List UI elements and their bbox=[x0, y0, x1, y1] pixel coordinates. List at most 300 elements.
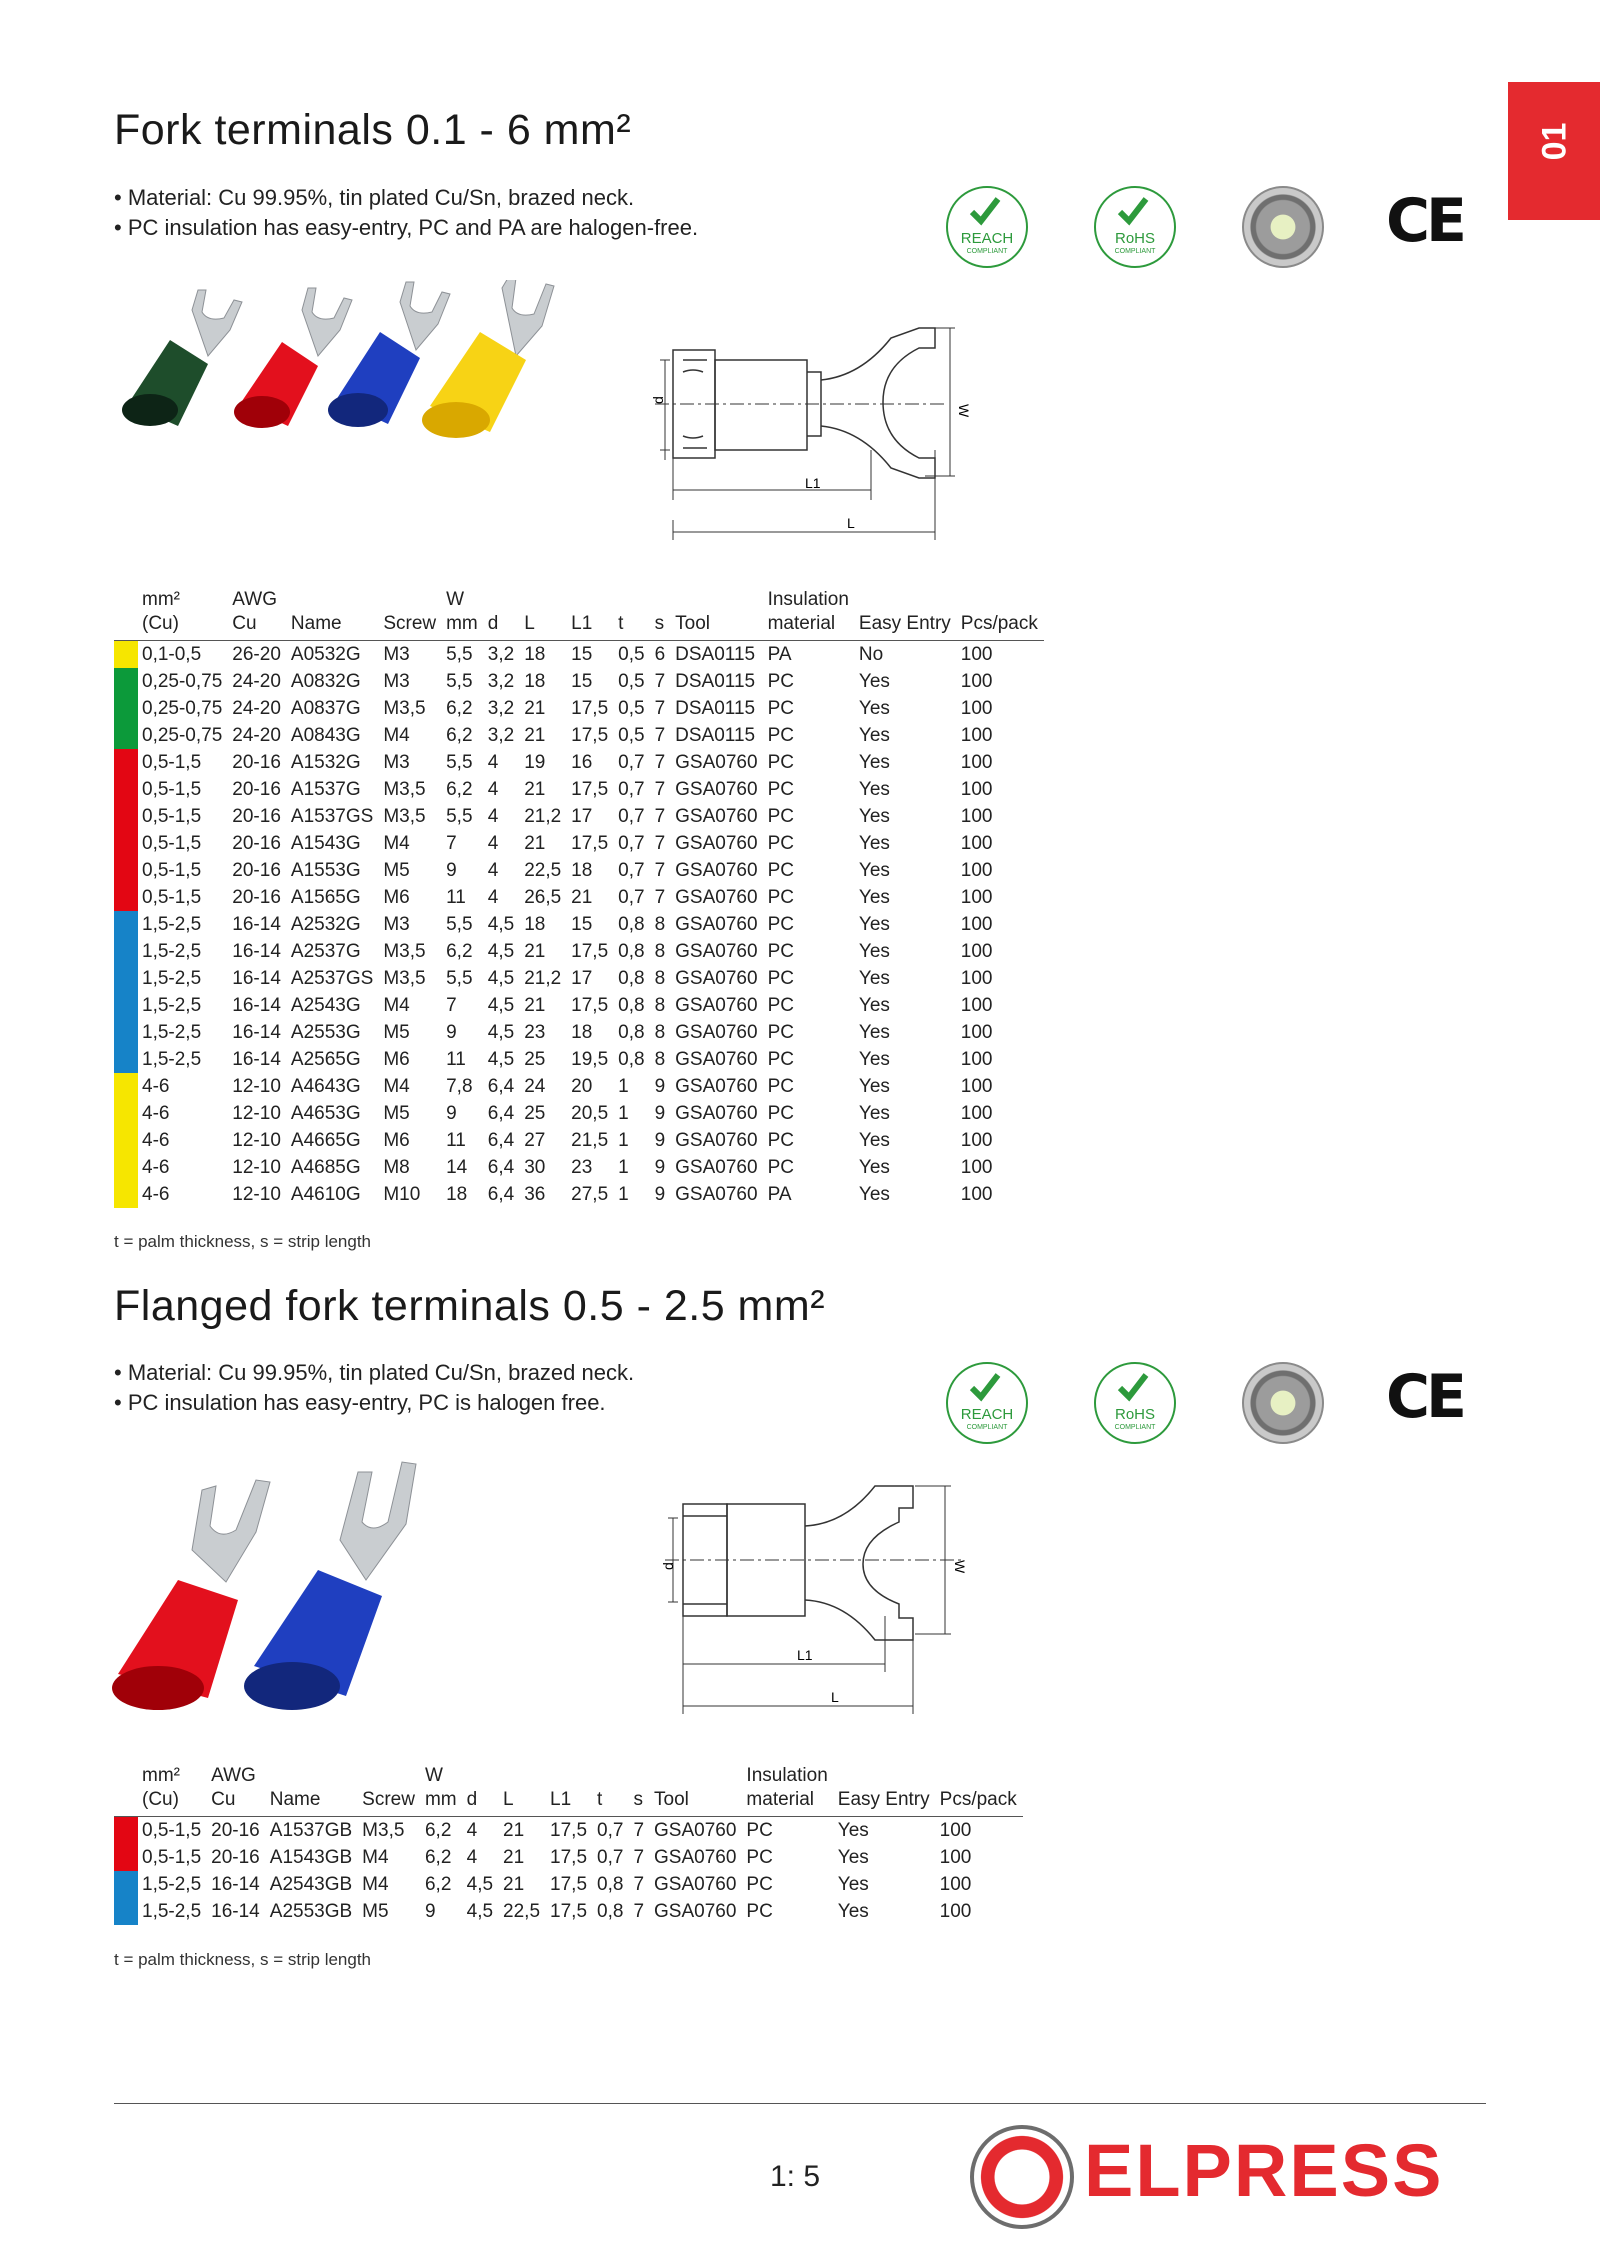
table-cell: 1,5-2,5 bbox=[142, 968, 202, 989]
table-cell: M3,5 bbox=[362, 1820, 405, 1841]
table-cell: 100 bbox=[960, 1157, 993, 1178]
column-header-line2: (Cu) bbox=[142, 613, 179, 634]
table-cell: M5 bbox=[383, 860, 410, 881]
table-cell: Yes bbox=[858, 752, 890, 773]
table-cell: 36 bbox=[524, 1184, 546, 1205]
table-cell: 20-16 bbox=[232, 752, 281, 773]
table-cell: 23 bbox=[524, 1022, 546, 1043]
table-cell: 21 bbox=[524, 941, 546, 962]
table-cell: 6,4 bbox=[487, 1184, 515, 1205]
table-cell: 6,4 bbox=[487, 1076, 515, 1097]
flanged-fork-terminal-drawing bbox=[625, 1480, 1085, 1730]
table-cell: GSA0760 bbox=[654, 1820, 737, 1841]
table-cell: 0,7 bbox=[597, 1847, 624, 1868]
table-cell: 18 bbox=[571, 1022, 593, 1043]
table-cell: M4 bbox=[383, 995, 410, 1016]
table-cell: 0,7 bbox=[597, 1820, 624, 1841]
table-cell: 4-6 bbox=[142, 1130, 170, 1151]
table-cell: 12-10 bbox=[232, 1130, 281, 1151]
table-cell: 5,5 bbox=[446, 914, 473, 935]
table-cell: Yes bbox=[858, 1103, 890, 1124]
table-cell: 12-10 bbox=[232, 1076, 281, 1097]
table-cell: Yes bbox=[858, 725, 890, 746]
reach-sub: COMPLIANT bbox=[966, 1424, 1008, 1431]
table-cell: 0,7 bbox=[618, 806, 645, 827]
table-cell: 0,7 bbox=[618, 833, 645, 854]
column-header-line2: Cu bbox=[211, 1789, 236, 1810]
table-cell: 100 bbox=[939, 1901, 972, 1922]
terminal-blue bbox=[244, 1462, 416, 1710]
table-cell: GSA0760 bbox=[675, 833, 758, 854]
table-row bbox=[114, 803, 1044, 830]
table-cell: 5,5 bbox=[446, 752, 473, 773]
ce-mark-icon: CE bbox=[1386, 186, 1464, 256]
section2-bullet-1: • Material: Cu 99.95%, tin plated Cu/Sn, brazed neck. bbox=[114, 1360, 635, 1385]
table-cell: 1,5-2,5 bbox=[142, 941, 202, 962]
table-cell: GSA0760 bbox=[675, 1130, 758, 1151]
system-certification-icon bbox=[1242, 186, 1324, 268]
table-cell: 4,5 bbox=[466, 1901, 494, 1922]
flanged-fork-terminals-photo bbox=[112, 1460, 462, 1730]
table-cell: 0,8 bbox=[597, 1874, 624, 1895]
drawing-label-l1: L1 bbox=[805, 475, 821, 491]
table-cell: 9 bbox=[654, 1184, 666, 1205]
table-cell: A2553GB bbox=[269, 1901, 353, 1922]
table-cell: 100 bbox=[960, 887, 993, 908]
table-cell: 30 bbox=[524, 1157, 546, 1178]
table-cell: 27,5 bbox=[571, 1184, 609, 1205]
table-cell: 24-20 bbox=[232, 698, 281, 719]
table-cell: 9 bbox=[446, 1103, 457, 1124]
table-cell: 100 bbox=[960, 914, 993, 935]
table-cell: 6 bbox=[654, 644, 666, 665]
column-header bbox=[855, 588, 957, 641]
color-swatch bbox=[114, 1871, 138, 1898]
table-cell: PC bbox=[767, 833, 794, 854]
color-swatch bbox=[114, 1844, 138, 1871]
table-cell: 7 bbox=[654, 752, 666, 773]
table-cell: A2532G bbox=[290, 914, 361, 935]
table-cell: GSA0760 bbox=[675, 887, 758, 908]
table-cell: 23 bbox=[571, 1157, 593, 1178]
table-cell: Yes bbox=[837, 1901, 869, 1922]
table-cell: M3,5 bbox=[383, 941, 426, 962]
section2-bullet-2: • PC insulation has easy-entry, PC is halogen free. bbox=[114, 1390, 606, 1415]
table-cell: PC bbox=[767, 806, 794, 827]
column-header-line1: mm² bbox=[142, 1765, 180, 1786]
table-cell: 12-10 bbox=[232, 1103, 281, 1124]
table-cell: Yes bbox=[858, 1022, 890, 1043]
table-cell: A2543G bbox=[290, 995, 361, 1016]
column-header bbox=[442, 588, 484, 641]
table-row bbox=[114, 1046, 1044, 1073]
table-cell: 17,5 bbox=[550, 1901, 588, 1922]
table-header-row bbox=[114, 588, 1044, 641]
table-cell: Yes bbox=[858, 1049, 890, 1070]
table-cell: 3,2 bbox=[487, 644, 515, 665]
chapter-number: 01 bbox=[1535, 122, 1574, 161]
column-header-line1: Tool bbox=[654, 1789, 689, 1810]
section2-title: Flanged fork terminals 0.5 - 2.5 mm² bbox=[114, 1282, 826, 1330]
color-swatch bbox=[114, 1019, 138, 1046]
table-cell: PC bbox=[767, 1157, 794, 1178]
reach-label: REACH bbox=[960, 1406, 1014, 1423]
column-header-line2: material bbox=[746, 1789, 814, 1810]
table-row bbox=[114, 830, 1044, 857]
table-cell: 7 bbox=[654, 806, 666, 827]
table-cell: PC bbox=[767, 779, 794, 800]
column-header bbox=[499, 1764, 546, 1817]
table-cell: 100 bbox=[960, 1184, 993, 1205]
table-cell: PC bbox=[746, 1820, 773, 1841]
table-cell: 14 bbox=[446, 1157, 468, 1178]
column-header-line1: Pcs/pack bbox=[939, 1789, 1017, 1810]
table-cell: 20-16 bbox=[232, 779, 281, 800]
table-cell: 20-16 bbox=[211, 1820, 260, 1841]
table-row bbox=[114, 776, 1044, 803]
column-header-line1: Name bbox=[290, 613, 342, 634]
table-cell: 1,5-2,5 bbox=[142, 1049, 202, 1070]
column-header bbox=[520, 588, 567, 641]
table-cell: M3 bbox=[383, 914, 410, 935]
chapter-tab bbox=[1508, 82, 1600, 220]
table-cell: 16 bbox=[571, 752, 593, 773]
table-cell: GSA0760 bbox=[675, 1076, 758, 1097]
table-cell: GSA0760 bbox=[675, 1049, 758, 1070]
table-cell: 26-20 bbox=[232, 644, 281, 665]
rohs-badge-icon bbox=[1094, 186, 1176, 268]
color-swatch bbox=[114, 884, 138, 911]
table-cell: 100 bbox=[960, 725, 993, 746]
table-cell: 7 bbox=[654, 725, 666, 746]
rohs-label: RoHS bbox=[1114, 1406, 1155, 1423]
table-cell: 4 bbox=[487, 887, 499, 908]
table-cell: 16-14 bbox=[232, 914, 281, 935]
table-cell: PC bbox=[746, 1847, 773, 1868]
table-cell: 17,5 bbox=[550, 1820, 588, 1841]
table-cell: GSA0760 bbox=[675, 1022, 758, 1043]
color-swatch bbox=[114, 641, 138, 669]
table-row bbox=[114, 1844, 1023, 1871]
table-cell: 18 bbox=[524, 671, 546, 692]
table-cell: PC bbox=[767, 968, 794, 989]
table-cell: M5 bbox=[362, 1901, 389, 1922]
table-cell: A1537GS bbox=[290, 806, 374, 827]
table-cell: M6 bbox=[383, 1049, 410, 1070]
column-header bbox=[546, 1764, 593, 1817]
table-cell: 100 bbox=[960, 779, 993, 800]
table-cell: 5,5 bbox=[446, 671, 473, 692]
table-cell: GSA0760 bbox=[675, 860, 758, 881]
table-cell: 0,1-0,5 bbox=[142, 644, 202, 665]
table-cell: Yes bbox=[858, 833, 890, 854]
table-cell: 0,5-1,5 bbox=[142, 779, 202, 800]
table-cell: 9 bbox=[654, 1130, 666, 1151]
color-swatch bbox=[114, 938, 138, 965]
drawing-label-l: L bbox=[847, 515, 855, 531]
table-cell: 17,5 bbox=[571, 779, 609, 800]
table-cell: Yes bbox=[837, 1874, 869, 1895]
table-cell: 20-16 bbox=[211, 1847, 260, 1868]
table-cell: 6,2 bbox=[446, 725, 473, 746]
table-cell: A0832G bbox=[290, 671, 361, 692]
rohs-label: RoHS bbox=[1114, 230, 1155, 247]
table-cell: 1 bbox=[618, 1184, 629, 1205]
table-cell: Yes bbox=[858, 698, 890, 719]
table-cell: 1,5-2,5 bbox=[142, 995, 202, 1016]
column-header-line2: material bbox=[767, 613, 836, 634]
table-cell: 1,5-2,5 bbox=[142, 914, 202, 935]
table-cell: 100 bbox=[960, 1130, 993, 1151]
table-cell: 21 bbox=[503, 1874, 525, 1895]
column-header bbox=[138, 1764, 207, 1817]
table-cell: 17,5 bbox=[550, 1847, 588, 1868]
rohs-sub: COMPLIANT bbox=[1114, 248, 1156, 255]
table-cell: M6 bbox=[383, 1130, 410, 1151]
table-cell: 100 bbox=[939, 1874, 972, 1895]
table-cell: 0,8 bbox=[618, 1049, 645, 1070]
column-header-line2: Cu bbox=[232, 613, 257, 634]
table-cell: M3 bbox=[383, 752, 410, 773]
table-cell: 8 bbox=[654, 1049, 666, 1070]
column-header-line1: L bbox=[524, 613, 535, 634]
column-header-line1: Tool bbox=[675, 613, 711, 634]
table-cell: GSA0760 bbox=[675, 1157, 758, 1178]
table-cell: 4,5 bbox=[487, 941, 515, 962]
table-cell: PC bbox=[767, 1049, 794, 1070]
column-header-line1: Name bbox=[269, 1789, 321, 1810]
table-cell: Yes bbox=[858, 968, 890, 989]
table-cell: 100 bbox=[960, 860, 993, 881]
drawing-label-w: W bbox=[952, 1560, 968, 1574]
table-cell: 4-6 bbox=[142, 1103, 170, 1124]
table-cell: M4 bbox=[383, 1076, 410, 1097]
table-cell: 7 bbox=[446, 995, 457, 1016]
table-cell: 6,4 bbox=[487, 1157, 515, 1178]
table-cell: DSA0115 bbox=[675, 644, 756, 665]
table-cell: PA bbox=[767, 644, 792, 665]
table-cell: Yes bbox=[837, 1820, 869, 1841]
column-header-line2: (Cu) bbox=[142, 1789, 179, 1810]
column-header bbox=[287, 588, 379, 641]
section1-bullets bbox=[114, 183, 698, 243]
table-cell: 21,5 bbox=[571, 1130, 609, 1151]
table-cell: 0,8 bbox=[618, 1022, 645, 1043]
table-cell: 100 bbox=[960, 644, 993, 665]
table-cell: 6,2 bbox=[424, 1820, 452, 1841]
table-cell: DSA0115 bbox=[675, 671, 756, 692]
table-cell: 16-14 bbox=[211, 1901, 260, 1922]
column-header-line1: Easy Entry bbox=[858, 613, 951, 634]
column-header-line1: Pcs/pack bbox=[960, 613, 1038, 634]
table-cell: 12-10 bbox=[232, 1157, 281, 1178]
table-cell: A4643G bbox=[290, 1076, 361, 1097]
table-cell: 6,2 bbox=[446, 779, 473, 800]
table-cell: 21 bbox=[503, 1847, 525, 1868]
table-cell: 17,5 bbox=[571, 725, 609, 746]
table-cell: Yes bbox=[837, 1847, 869, 1868]
reach-label: REACH bbox=[960, 230, 1014, 247]
table-cell: 11 bbox=[446, 1130, 466, 1151]
table-cell: A2537GS bbox=[290, 968, 374, 989]
drawing-label-w: W bbox=[956, 404, 972, 418]
table-cell: 8 bbox=[654, 914, 666, 935]
table-cell: 3,2 bbox=[487, 671, 515, 692]
column-header-line2: mm bbox=[446, 613, 478, 634]
fork-terminal-drawing bbox=[625, 300, 1085, 540]
column-header bbox=[567, 588, 614, 641]
table-row bbox=[114, 1100, 1044, 1127]
table-cell: Yes bbox=[858, 860, 890, 881]
table-cell: 18 bbox=[524, 914, 546, 935]
table-cell: 20-16 bbox=[232, 833, 281, 854]
table-cell: 20-16 bbox=[232, 860, 281, 881]
table-cell: M3 bbox=[383, 671, 410, 692]
table-cell: 17,5 bbox=[550, 1874, 588, 1895]
table-cell: 8 bbox=[654, 1022, 666, 1043]
table-cell: 7 bbox=[654, 887, 666, 908]
table-cell: 24-20 bbox=[232, 725, 281, 746]
table-cell: 100 bbox=[960, 1049, 993, 1070]
table-cell: 16-14 bbox=[232, 1049, 281, 1070]
table-cell: 17,5 bbox=[571, 833, 609, 854]
table-cell: M8 bbox=[383, 1157, 410, 1178]
table-cell: M4 bbox=[362, 1874, 389, 1895]
table-cell: 7 bbox=[633, 1820, 645, 1841]
system-certification-icon bbox=[1242, 1362, 1324, 1444]
table-cell: PC bbox=[767, 860, 794, 881]
table-cell: Yes bbox=[858, 914, 890, 935]
column-header bbox=[421, 1764, 463, 1817]
table-cell: GSA0760 bbox=[675, 1184, 758, 1205]
table-cell: 6,2 bbox=[446, 941, 473, 962]
table-cell: 100 bbox=[960, 995, 993, 1016]
terminal-black bbox=[122, 290, 242, 426]
table-cell: A4665G bbox=[290, 1130, 361, 1151]
table-cell: 6,2 bbox=[424, 1847, 452, 1868]
rohs-sub: COMPLIANT bbox=[1114, 1424, 1156, 1431]
table-cell: 4,5 bbox=[487, 995, 515, 1016]
table-cell: 100 bbox=[960, 698, 993, 719]
table-cell: 0,5 bbox=[618, 725, 645, 746]
table-cell: GSA0760 bbox=[675, 995, 758, 1016]
table-cell: 9 bbox=[424, 1901, 436, 1922]
section1-bullet-1: • Material: Cu 99.95%, tin plated Cu/Sn, brazed neck. bbox=[114, 185, 635, 210]
table-cell: 100 bbox=[960, 833, 993, 854]
column-header bbox=[834, 1764, 936, 1817]
table-cell: A1543GB bbox=[269, 1847, 353, 1868]
table-cell: 20 bbox=[571, 1076, 593, 1097]
table-cell: 25 bbox=[524, 1103, 546, 1124]
table-cell: M3,5 bbox=[383, 779, 426, 800]
fork-terminals-table bbox=[114, 588, 1044, 1208]
table-row bbox=[114, 992, 1044, 1019]
table-cell: 0,8 bbox=[618, 941, 645, 962]
table-cell: 6,4 bbox=[487, 1130, 515, 1151]
table-row bbox=[114, 965, 1044, 992]
table-cell: PC bbox=[767, 752, 794, 773]
column-header-line1: s bbox=[654, 613, 665, 634]
table-cell: 4,5 bbox=[466, 1874, 494, 1895]
color-swatch bbox=[114, 830, 138, 857]
table-cell: 100 bbox=[960, 941, 993, 962]
table-cell: 4-6 bbox=[142, 1157, 170, 1178]
color-swatch bbox=[114, 803, 138, 830]
table-cell: 5,5 bbox=[446, 806, 473, 827]
column-header-line1: Screw bbox=[362, 1789, 415, 1810]
table-cell: 4 bbox=[487, 752, 499, 773]
column-header-line1: AWG bbox=[211, 1765, 256, 1786]
color-swatch bbox=[114, 992, 138, 1019]
table-cell: DSA0115 bbox=[675, 698, 756, 719]
table-cell: GSA0760 bbox=[675, 806, 758, 827]
column-header bbox=[358, 1764, 421, 1817]
column-header bbox=[742, 1764, 833, 1817]
table-cell: 4 bbox=[487, 860, 499, 881]
column-header-line1: W bbox=[424, 1765, 443, 1786]
table-cell: 17 bbox=[571, 968, 593, 989]
column-header-line1: s bbox=[633, 1789, 643, 1810]
table-cell: 19,5 bbox=[571, 1049, 609, 1070]
table-cell: 21,2 bbox=[524, 806, 562, 827]
reach-badge-icon bbox=[946, 186, 1028, 268]
table-row bbox=[114, 911, 1044, 938]
table-cell: 22,5 bbox=[524, 860, 562, 881]
table-cell: 4,5 bbox=[487, 1049, 515, 1070]
table-cell: PA bbox=[767, 1184, 792, 1205]
table-cell: PC bbox=[767, 1022, 794, 1043]
table-cell: 24 bbox=[524, 1076, 546, 1097]
table-row bbox=[114, 695, 1044, 722]
table-cell: 1,5-2,5 bbox=[142, 1874, 202, 1895]
table-cell: PC bbox=[767, 1103, 794, 1124]
table-cell: 21 bbox=[524, 995, 546, 1016]
table-cell: M3 bbox=[383, 644, 410, 665]
table-cell: 1 bbox=[618, 1103, 629, 1124]
table-cell: 21 bbox=[571, 887, 593, 908]
color-swatch bbox=[114, 1154, 138, 1181]
table-row bbox=[114, 1181, 1044, 1208]
table-cell: Yes bbox=[858, 779, 890, 800]
table-cell: 100 bbox=[939, 1847, 972, 1868]
color-swatch bbox=[114, 668, 138, 695]
column-header bbox=[936, 1764, 1023, 1817]
table-cell: 4,5 bbox=[487, 914, 515, 935]
table-cell: A1565G bbox=[290, 887, 361, 908]
table-cell: 0,25-0,75 bbox=[142, 725, 223, 746]
column-header-line1: Insulation bbox=[767, 589, 849, 610]
section1-bullet-2: • PC insulation has easy-entry, PC and PA are halogen-free. bbox=[114, 215, 699, 240]
reach-sub: COMPLIANT bbox=[966, 248, 1008, 255]
table-cell: 4 bbox=[487, 833, 499, 854]
column-header bbox=[671, 588, 763, 641]
table-cell: 6,4 bbox=[487, 1103, 515, 1124]
table-cell: 21,2 bbox=[524, 968, 562, 989]
section2-note: t = palm thickness, s = strip length bbox=[114, 1950, 372, 1969]
table-cell: PC bbox=[767, 1130, 794, 1151]
table-cell: M10 bbox=[383, 1184, 421, 1205]
table-cell: 7 bbox=[633, 1901, 645, 1922]
brand-logo-text: ELPRESS bbox=[1084, 2129, 1444, 2212]
color-swatch bbox=[114, 965, 138, 992]
table-cell: 0,7 bbox=[618, 860, 645, 881]
table-cell: 8 bbox=[654, 968, 666, 989]
column-header bbox=[651, 588, 672, 641]
page-number: 1: 5 bbox=[770, 2160, 821, 2193]
table-cell: 0,5-1,5 bbox=[142, 833, 202, 854]
table-row bbox=[114, 1871, 1023, 1898]
table-cell: A4610G bbox=[290, 1184, 361, 1205]
